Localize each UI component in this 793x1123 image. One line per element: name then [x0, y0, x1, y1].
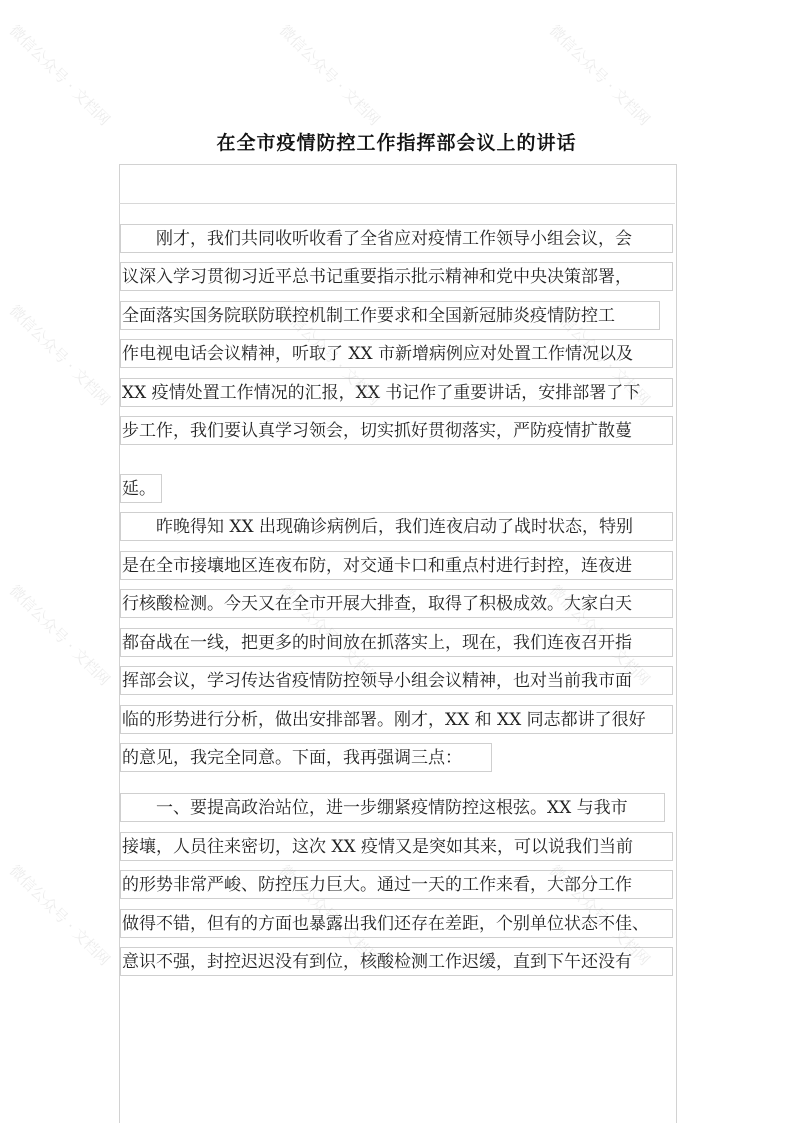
text-line: 做得不错，但有的方面也暴露出我们还存在差距，个别单位状态不佳、 [120, 909, 673, 938]
text-line: 接壤，人员往来密切，这次 XX 疫情又是突如其来，可以说我们当前 [120, 832, 673, 861]
watermark-text: 微信公众号 · 文档网 [5, 21, 114, 130]
text-line: 临的形势进行分析，做出安排部署。刚才，XX 和 XX 同志都讲了很好 [120, 705, 673, 734]
text-line: 的意见，我完全同意。下面，我再强调三点： [120, 743, 492, 772]
text-line: 步工作，我们要认真学习领会，切实抓好贯彻落实，严防疫情扩散蔓 [120, 416, 673, 445]
watermark-text: 微信公众号 · 文档网 [275, 581, 384, 690]
watermark-text: 微信公众号 · 文档网 [545, 21, 654, 130]
text-line: 的形势非常严峻、防控压力巨大。通过一天的工作来看，大部分工作 [120, 870, 673, 899]
watermark-text: 微信公众号 · 文档网 [275, 21, 384, 130]
text-line: 昨晚得知 XX 出现确诊病例后，我们连夜启动了战时状态，特别 [120, 512, 673, 541]
watermark-text: 微信公众号 · 文档网 [5, 301, 114, 410]
text-line: 作电视电话会议精神，听取了 XX 市新增病例应对处置工作情况以及 [120, 339, 673, 368]
text-line: 是在全市接壤地区连夜布防，对交通卡口和重点村进行封控，连夜进 [120, 551, 673, 580]
text-line: 一、要提高政治站位，进一步绷紧疫情防控这根弦。XX 与我市 [120, 793, 665, 822]
watermark-text: 微信公众号 · 文档网 [275, 301, 384, 410]
text-line: 行核酸检测。今天又在全市开展大排查，取得了积极成效。大家白天 [120, 589, 673, 618]
text-line: 议深入学习贯彻习近平总书记重要指示批示精神和党中央决策部署， [120, 262, 673, 291]
watermark-text: 微信公众号 · 文档网 [545, 301, 654, 410]
watermark-text: 微信公众号 · 文档网 [275, 861, 384, 970]
text-line: XX 疫情处置工作情况的汇报，XX 书记作了重要讲话，安排部署了下 [120, 378, 673, 407]
watermark-text: 微信公众号 · 文档网 [5, 581, 114, 690]
text-line: 延。 [120, 474, 162, 503]
header-rule [119, 203, 675, 204]
text-line: 全面落实国务院联防联控机制工作要求和全国新冠肺炎疫情防控工 [120, 301, 660, 330]
watermark-text: 微信公众号 · 文档网 [5, 861, 114, 970]
text-line: 刚才，我们共同收听收看了全省应对疫情工作领导小组会议，会 [120, 224, 673, 253]
text-line: 都奋战在一线，把更多的时间放在抓落实上，现在，我们连夜召开指 [120, 628, 673, 657]
text-line: 挥部会议，学习传达省疫情防控领导小组会议精神，也对当前我市面 [120, 666, 673, 695]
text-line: 意识不强，封控迟迟没有到位，核酸检测工作迟缓，直到下午还没有 [120, 947, 673, 976]
watermark-text: 微信公众号 · 文档网 [545, 581, 654, 690]
document-title: 在全市疫情防控工作指挥部会议上的讲话 [216, 132, 577, 154]
watermark-text: 微信公众号 · 文档网 [545, 861, 654, 970]
